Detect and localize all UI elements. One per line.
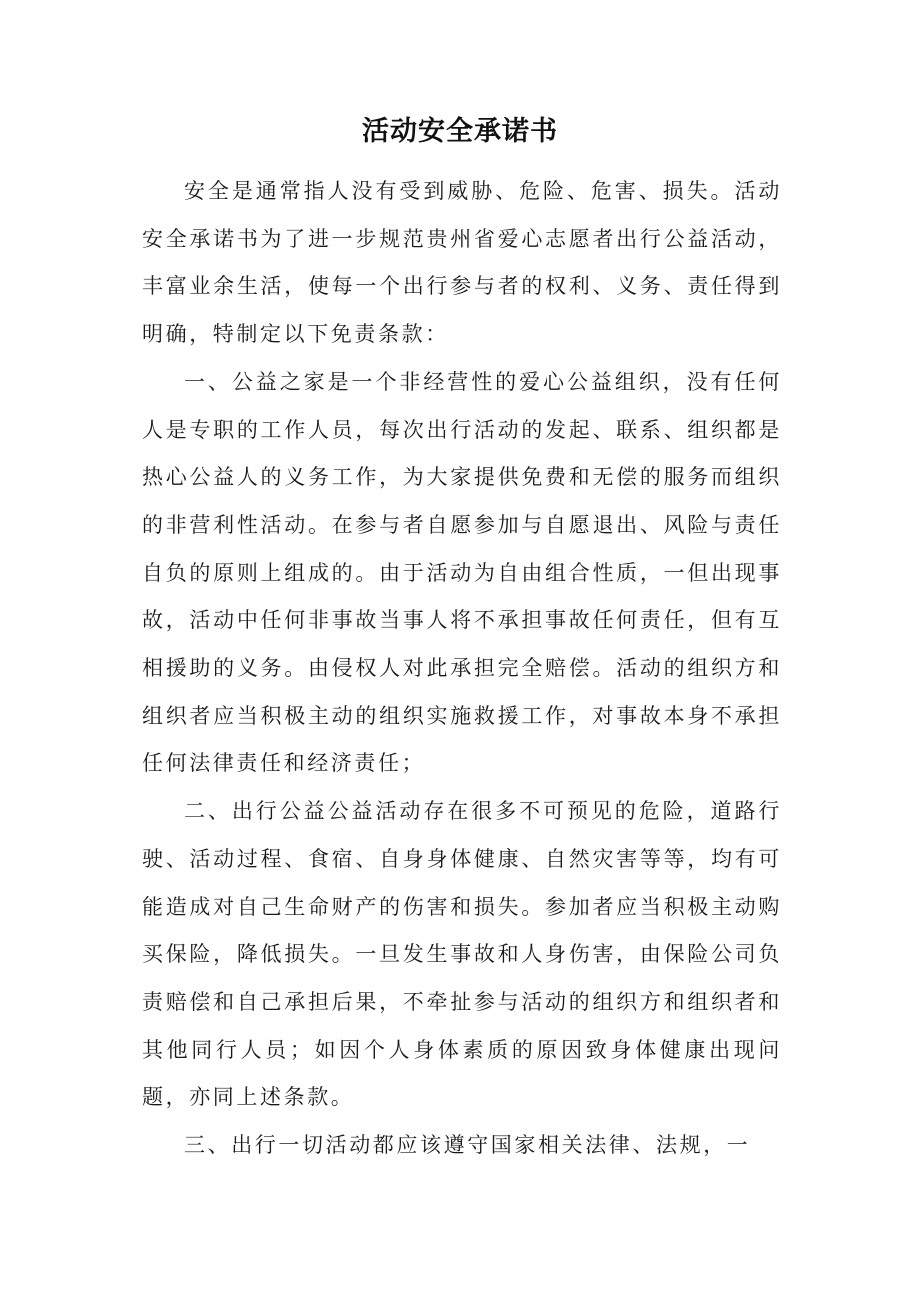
paragraph-clause-3: 三、出行一切活动都应该遵守国家相关法律、法规，一 bbox=[184, 1133, 751, 1158]
paragraph-clause-2: 二、出行公益公益活动存在很多不可预见的危险，道路行驶、活动过程、食宿、自身身体健康、自然灾害等等，均有可能造成对自己生命财产的伤害和损失。参加者应当积极主动购买保险，降低损失。一旦发生事故和人身伤害，由保险公司负责赔偿和自己承担后果，不牵扯参与活动的组织方和组织者和其他同行人员；如因个人身体素质的原因致身体健康出现问题，亦同上述条款。 bbox=[142, 799, 782, 1110]
document-body bbox=[142, 168, 782, 1170]
paragraph-clause-1: 一、公益之家是一个非经营性的爱心公益组织，没有任何人是专职的工作人员，每次出行活动的发起、联系、组织都是热心公益人的义务工作，为大家提供免费和无偿的服务而组织的非营利性活动。在参与者自愿参加与自愿退出、风险与责任自负的原则上组成的。由于活动为自由组合性质，一但出现事故，活动中任何非事故当事人将不承担事故任何责任，但有互相援助的义务。由侵权人对此承担完全赔偿。活动的组织方和组织者应当积极主动的组织实施救援工作，对事故本身不承担任何法律责任和经济责任； bbox=[142, 369, 782, 776]
document-title: 活动安全承诺书 bbox=[362, 116, 558, 147]
paragraph-intro: 安全是通常指人没有受到威胁、危险、危害、损失。活动安全承诺书为了进一步规范贵州省爱心志愿者出行公益活动，丰富业余生活，使每一个出行参与者的权利、义务、责任得到明确，特制定以下免责条款： bbox=[142, 179, 782, 347]
